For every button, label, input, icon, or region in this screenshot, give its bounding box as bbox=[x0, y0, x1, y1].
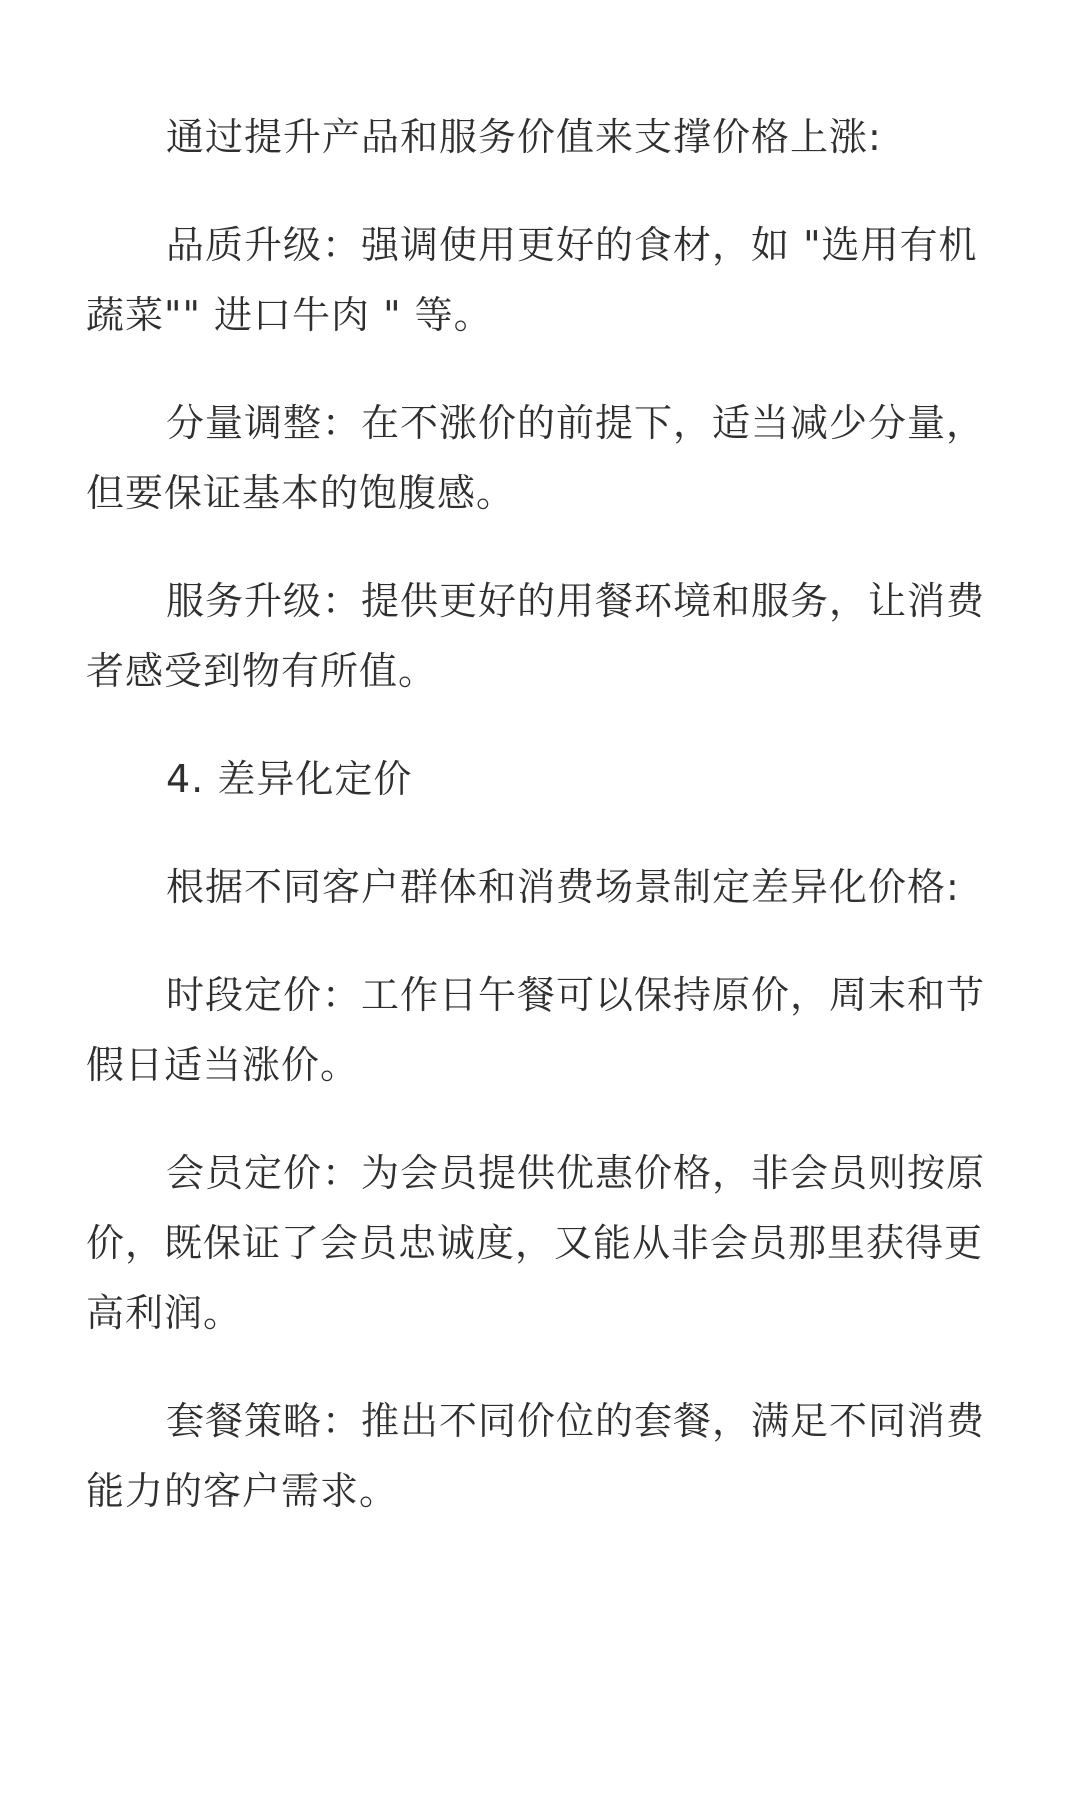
paragraph-differentiated-pricing-intro: 根据不同客户群体和消费场景制定差异化价格: bbox=[166, 865, 960, 909]
paragraph-time-based-pricing: 时段定价：工作日午餐可以保持原价，周末和节假日适当涨价。 bbox=[86, 973, 986, 1087]
paragraph-support-price-rise: 通过提升产品和服务价值来支撑价格上涨: bbox=[166, 115, 882, 159]
section-heading-differentiated-pricing: 4. 差异化定价 bbox=[166, 757, 413, 801]
paragraph-member-pricing: 会员定价：为会员提供优惠价格，非会员则按原价，既保证了会员忠诚度，又能从非会员那里获得更高利润。 bbox=[86, 1151, 986, 1335]
paragraph-set-meal-strategy: 套餐策略：推出不同价位的套餐，满足不同消费能力的客户需求。 bbox=[86, 1399, 986, 1513]
paragraph-portion-adjustment: 分量调整：在不涨价的前提下，适当减少分量，但要保证基本的饱腹感。 bbox=[86, 401, 986, 515]
paragraph-service-upgrade: 服务升级：提供更好的用餐环境和服务，让消费者感受到物有所值。 bbox=[86, 579, 986, 693]
paragraph-quality-upgrade: 品质升级：强调使用更好的食材，如 "选用有机蔬菜"" 进口牛肉 " 等。 bbox=[86, 223, 978, 337]
